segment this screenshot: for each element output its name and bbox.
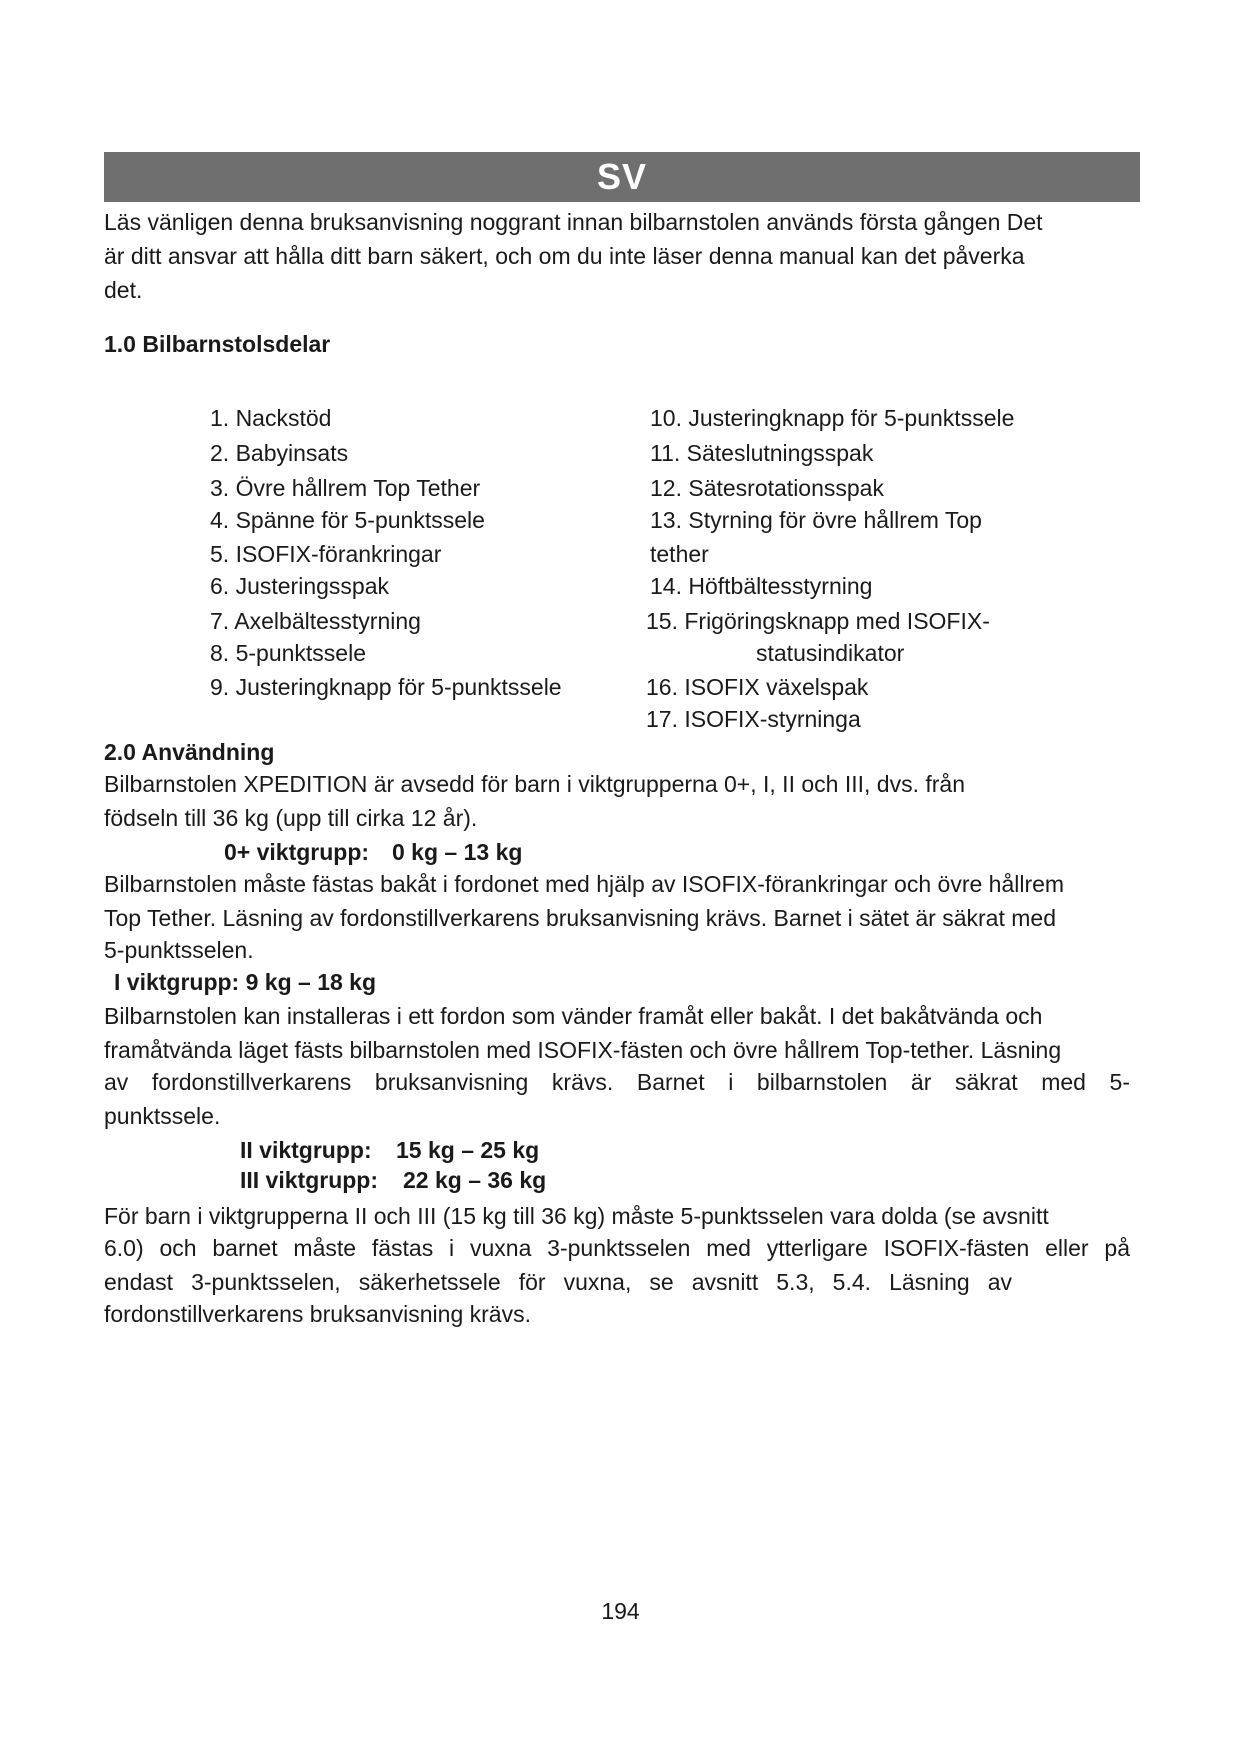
part-item: 7. Axelbältesstyrning <box>210 608 421 634</box>
usage-intro-line-1: Bilbarnstolen XPEDITION är avsedd för barn i viktgrupperna 0+, I, II och III, dvs. från <box>104 771 965 797</box>
weight-group-0-range: 0 kg – 13 kg <box>392 839 523 865</box>
part-item: 8. 5-punktssele <box>210 640 366 666</box>
weight-group-2-label: II viktgrupp: <box>240 1137 372 1163</box>
usage-intro-line-2: födseln till 36 kg (upp till cirka 12 år). <box>104 805 478 831</box>
part-item: 10. Justeringknapp för 5-punktssele <box>650 405 1015 431</box>
part-item: 15. Frigöringsknapp med ISOFIX- <box>646 608 990 634</box>
part-item: 12. Sätesrotationsspak <box>650 475 884 501</box>
group-0-line-1: Bilbarnstolen måste fästas bakåt i fordonet med hjälp av ISOFIX-förankringar och övre hållrem <box>104 871 1065 897</box>
part-item: 11. Säteslutningsspak <box>650 440 874 466</box>
group-0-line-2: Top Tether. Läsning av fordonstillverkarens bruksanvisning krävs. Barnet i sätet är säkrat med <box>104 905 1056 931</box>
part-item: 5. ISOFIX-förankringar <box>210 541 442 567</box>
part-item: 14. Höftbältesstyrning <box>650 573 873 599</box>
section-1-heading: 1.0 Bilbarnstolsdelar <box>104 331 331 357</box>
page-number: 194 <box>601 1598 640 1624</box>
weight-group-3-range: 22 kg – 36 kg <box>403 1167 547 1193</box>
part-item: 17. ISOFIX-styrninga <box>646 706 861 732</box>
group-1-line-3: av fordonstillverkarens bruksanvisning krävs. Barnet i bilbarnstolen är säkrat med 5- <box>104 1069 1130 1095</box>
weight-group-3-label: III viktgrupp: <box>240 1167 378 1193</box>
group-1-line-2: framåtvända läget fästs bilbarnstolen med ISOFIX-fästen och övre hållrem Top-tether. Läsning <box>104 1037 1062 1063</box>
part-item-continuation: tether <box>650 541 709 567</box>
part-item: 3. Övre hållrem Top Tether <box>210 475 481 501</box>
part-item: 16. ISOFIX växelspak <box>646 674 869 700</box>
part-item: 4. Spänne för 5-punktssele <box>210 507 485 533</box>
intro-line-2: är ditt ansvar att hålla ditt barn säkert, och om du inte läser denna manual kan det påverka <box>104 243 1025 269</box>
intro-line-1: Läs vänligen denna bruksanvisning noggrant innan bilbarnstolen används första gången Det <box>104 209 1043 235</box>
part-item: 6. Justeringsspak <box>210 573 389 599</box>
group-23-line-1: För barn i viktgrupperna II och III (15 kg till 36 kg) måste 5-punktsselen vara dolda (se avsnitt <box>104 1203 1049 1229</box>
section-2-heading: 2.0 Användning <box>104 739 275 765</box>
group-1-line-1: Bilbarnstolen kan installeras i ett fordon som vänder framåt eller bakåt. I det bakåtvända och <box>104 1003 1043 1029</box>
intro-line-3: det. <box>104 277 143 303</box>
part-item: 13. Styrning för övre hållrem Top <box>650 507 982 533</box>
group-23-line-4: fordonstillverkarens bruksanvisning krävs. <box>104 1301 531 1327</box>
weight-group-2-range: 15 kg – 25 kg <box>396 1137 540 1163</box>
language-header-bar: SV <box>104 152 1140 202</box>
group-23-line-3: endast 3-punktsselen, säkerhetssele för vuxna, se avsnitt 5.3, 5.4. Läsning av <box>104 1269 1012 1295</box>
group-0-line-3: 5-punktsselen. <box>104 937 254 963</box>
part-item-continuation: statusindikator <box>756 640 905 666</box>
group-23-line-2: 6.0) och barnet måste fästas i vuxna 3-punktsselen med ytterligare ISOFIX-fästen eller på <box>104 1235 1130 1261</box>
group-1-line-4: punktssele. <box>104 1103 221 1129</box>
part-item: 9. Justeringknapp för 5-punktssele <box>210 674 562 700</box>
part-item: 1. Nackstöd <box>210 405 332 431</box>
weight-group-0-label: 0+ viktgrupp: <box>224 839 370 865</box>
weight-group-1-label: I viktgrupp: 9 kg – 18 kg <box>114 969 377 995</box>
part-item: 2. Babyinsats <box>210 440 349 466</box>
